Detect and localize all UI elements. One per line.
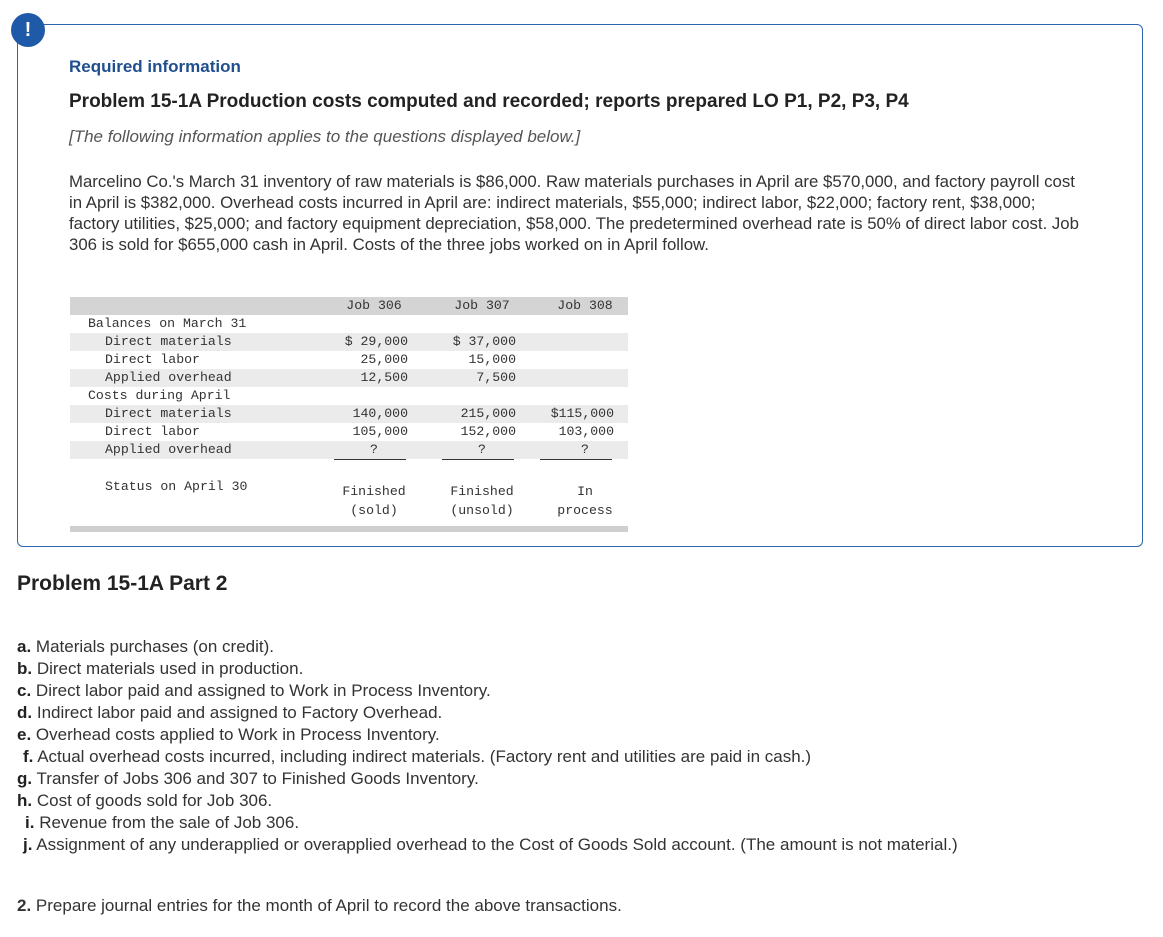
col-header-job-307: Job 307 [454,298,510,313]
cell-job-307: 15,000 [468,352,516,367]
task-letter: a. [17,637,32,656]
cell-job-307: 7,500 [476,370,516,385]
underline [442,459,514,460]
task-letter: h. [17,791,33,810]
task-letter: b. [17,659,33,678]
cell-job-307: $ 37,000 [452,334,516,349]
table-row [70,441,628,459]
cell-job-306: $ 29,000 [344,334,408,349]
underline [540,459,612,460]
cell-job-306: ? [370,442,378,457]
status-job-308-line2: process [557,503,613,518]
list-item [17,702,958,724]
cell-job-308: ? [581,442,589,457]
section-label: Balances on March 31 [88,316,247,331]
list-item [17,768,958,790]
task-letter: j. [23,835,33,854]
task-letter: i. [25,813,35,832]
task-text: Assignment of any underapplied or overapplied overhead to the Cost of Goods Sold account. (The amount is not material.) [36,835,958,854]
row-label: Direct labor [105,352,200,367]
row-label: Direct materials [105,334,232,349]
cell-job-306: 140,000 [352,406,408,421]
table-bottom-bar [70,526,628,532]
list-item [17,746,958,768]
row-label: Applied overhead [105,442,232,457]
table-row [70,351,628,369]
task-text: Materials purchases (on credit). [35,637,275,656]
list-item [17,680,958,702]
cell-job-307: 215,000 [460,406,516,421]
cell-job-306: 105,000 [352,424,408,439]
list-item [17,812,958,834]
list-item [17,724,958,746]
table-header-row [70,297,628,315]
row-label: Direct materials [105,406,232,421]
row-label: Status on April 30 [105,479,248,494]
status-job-307-line1: Finished [450,484,514,499]
cell-job-308: $115,000 [550,406,614,421]
list-item [17,636,958,658]
task-letter: f. [23,747,34,766]
task-text: Direct labor paid and assigned to Work in Process Inventory. [35,681,491,700]
question-text: Prepare journal entries for the month of April to record the above transactions. [35,896,622,915]
table-row [70,423,628,441]
question-2 [17,896,622,916]
task-letter: c. [17,681,32,700]
row-label: Direct labor [105,424,200,439]
task-text: Actual overhead costs incurred, including indirect materials. (Factory rent and utilities are paid in cash.) [37,747,812,766]
problem-title: Problem 15-1A Production costs computed and recorded; reports prepared LO P1, P2, P3, P4 [69,91,909,112]
task-letter: g. [17,769,33,788]
list-item [17,658,958,680]
status-job-306-line2: (sold) [350,503,398,518]
table-row [70,315,628,333]
col-header-job-306: Job 306 [346,298,402,313]
task-text: Overhead costs applied to Work in Process Inventory. [35,725,440,744]
col-header-job-308: Job 308 [557,298,613,313]
table-row [70,405,628,423]
task-text: Revenue from the sale of Job 306. [39,813,300,832]
cell-job-306: 12,500 [360,370,408,385]
list-item [17,790,958,812]
task-text: Direct materials used in production. [36,659,304,678]
alert-icon: ! [11,13,45,47]
row-label: Applied overhead [105,370,232,385]
cell-job-307: 152,000 [460,424,516,439]
cell-job-308: 103,000 [558,424,614,439]
section-label: Costs during April [88,388,231,403]
task-text: Cost of goods sold for Job 306. [36,791,273,810]
cell-job-306: 25,000 [360,352,408,367]
table-row [70,333,628,351]
task-letter: d. [17,703,33,722]
problem-paragraph: Marcelino Co.'s March 31 inventory of raw materials is $86,000. Raw materials purchases in April are $570,000, and factory payroll cost in April is $382,000. Overhead costs incurred in April are: indirect materials, $55,000; indirect labor, $22,000; factory rent, $38,000; factory utilities, $25,000; and factory equipment depreciation, $58,000. The predetermined overhead rate is 50% of direct labor cost. Job 306 is sold for $655,000 cash in April. Costs of the three jobs worked on in April follow. [69,172,1079,254]
task-text: Indirect labor paid and assigned to Factory Overhead. [36,703,443,722]
table-row [70,387,628,405]
jobs-cost-table [70,297,628,518]
task-list [17,636,958,856]
status-job-307-line2: (unsold) [450,503,514,518]
table-row [70,369,628,387]
question-number: 2. [17,896,32,915]
cell-job-307: ? [478,442,486,457]
required-info-panel [17,24,1143,547]
task-text: Transfer of Jobs 306 and 307 to Finished Goods Inventory. [36,769,479,788]
status-job-308-line1: In [577,484,593,499]
part-title: Problem 15-1A Part 2 [17,572,228,595]
required-info-heading: Required information [69,57,241,76]
list-item [17,834,958,856]
task-letter: e. [17,725,32,744]
info-note: [The following information applies to the questions displayed below.] [69,127,581,146]
status-job-306-line1: Finished [342,484,406,499]
underline [334,459,406,460]
